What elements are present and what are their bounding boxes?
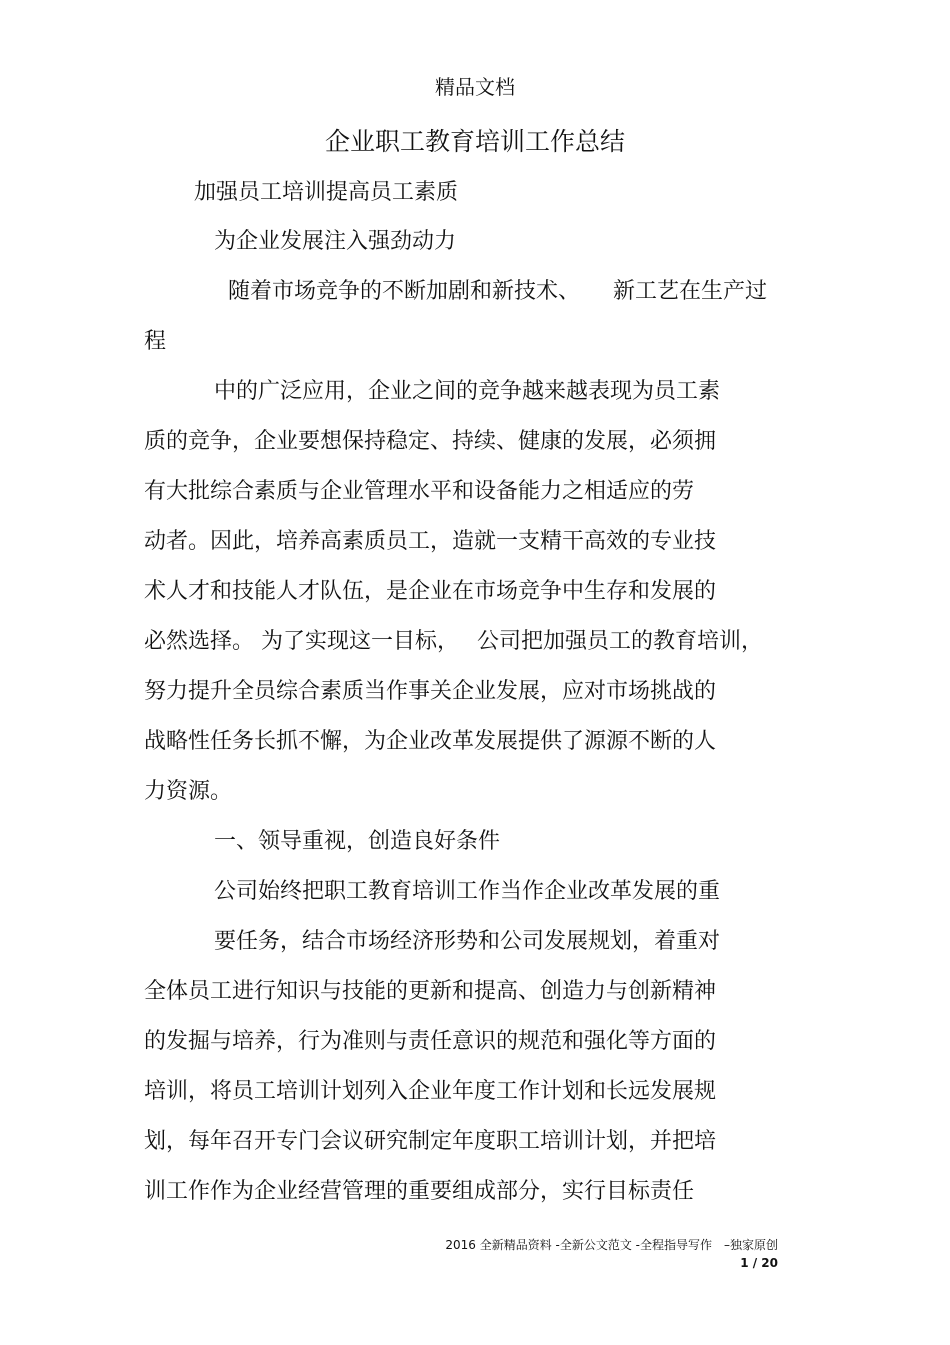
body-line: 训工作作为企业经营管理的重要组成部分，实行目标责任 — [144, 1179, 695, 1204]
body-line: 公司始终把职工教育培训工作当作企业改革发展的重 — [214, 879, 721, 904]
body-line: 要任务，结合市场经济形势和公司发展规划，着重对 — [214, 929, 721, 954]
body-line: 战略性任务长抓不懈，为企业改革发展提供了源源不断的人 — [144, 729, 717, 754]
subtitle-line-1: 加强员工培训提高员工素质 — [194, 180, 459, 205]
body-line: 术人才和技能人才队伍，是企业在市场竞争中生存和发展的 — [144, 579, 717, 604]
body-line: 划，每年召开专门会议研究制定年度职工培训计划，并把培 — [144, 1129, 717, 1154]
page-number: 1 / 20 — [740, 1256, 778, 1270]
document-title: 企业职工教育培训工作总结 — [324, 127, 625, 156]
body-line: 力资源。 — [144, 779, 233, 804]
section-heading: 一、领导重视，创造良好条件 — [214, 829, 501, 854]
body-line: 随着市场竞争的不断加剧和新技术、 新工艺在生产过 — [228, 279, 768, 304]
body-line: 质的竞争，企业要想保持稳定、持续、健康的发展，必须拥 — [144, 429, 717, 454]
body-line: 必然选择。 为了实现这一目标， 公司把加强员工的教育培训， — [144, 629, 763, 654]
body-line: 程 — [144, 329, 167, 354]
footer-text: 2016 全新精品资料 -全新公文范文 -全程指导写作 –独家原创 — [445, 1238, 778, 1252]
body-line: 培训，将员工培训计划列入企业年度工作计划和长远发展规 — [144, 1079, 717, 1104]
body-line: 的发掘与培养，行为准则与责任意识的规范和强化等方面的 — [144, 1029, 717, 1054]
body-line: 努力提升全员综合素质当作事关企业发展，应对市场挑战的 — [144, 679, 717, 704]
body-line: 中的广泛应用，企业之间的竞争越来越表现为员工素 — [214, 379, 721, 404]
body-line: 有大批综合素质与企业管理水平和设备能力之相适应的劳 — [144, 479, 695, 504]
body-line: 动者。因此，培养高素质员工，造就一支精干高效的专业技 — [144, 529, 717, 554]
header-watermark: 精品文档 — [435, 75, 515, 99]
subtitle-line-2: 为企业发展注入强劲动力 — [214, 229, 457, 254]
body-line: 全体员工进行知识与技能的更新和提高、创造力与创新精神 — [144, 979, 717, 1004]
